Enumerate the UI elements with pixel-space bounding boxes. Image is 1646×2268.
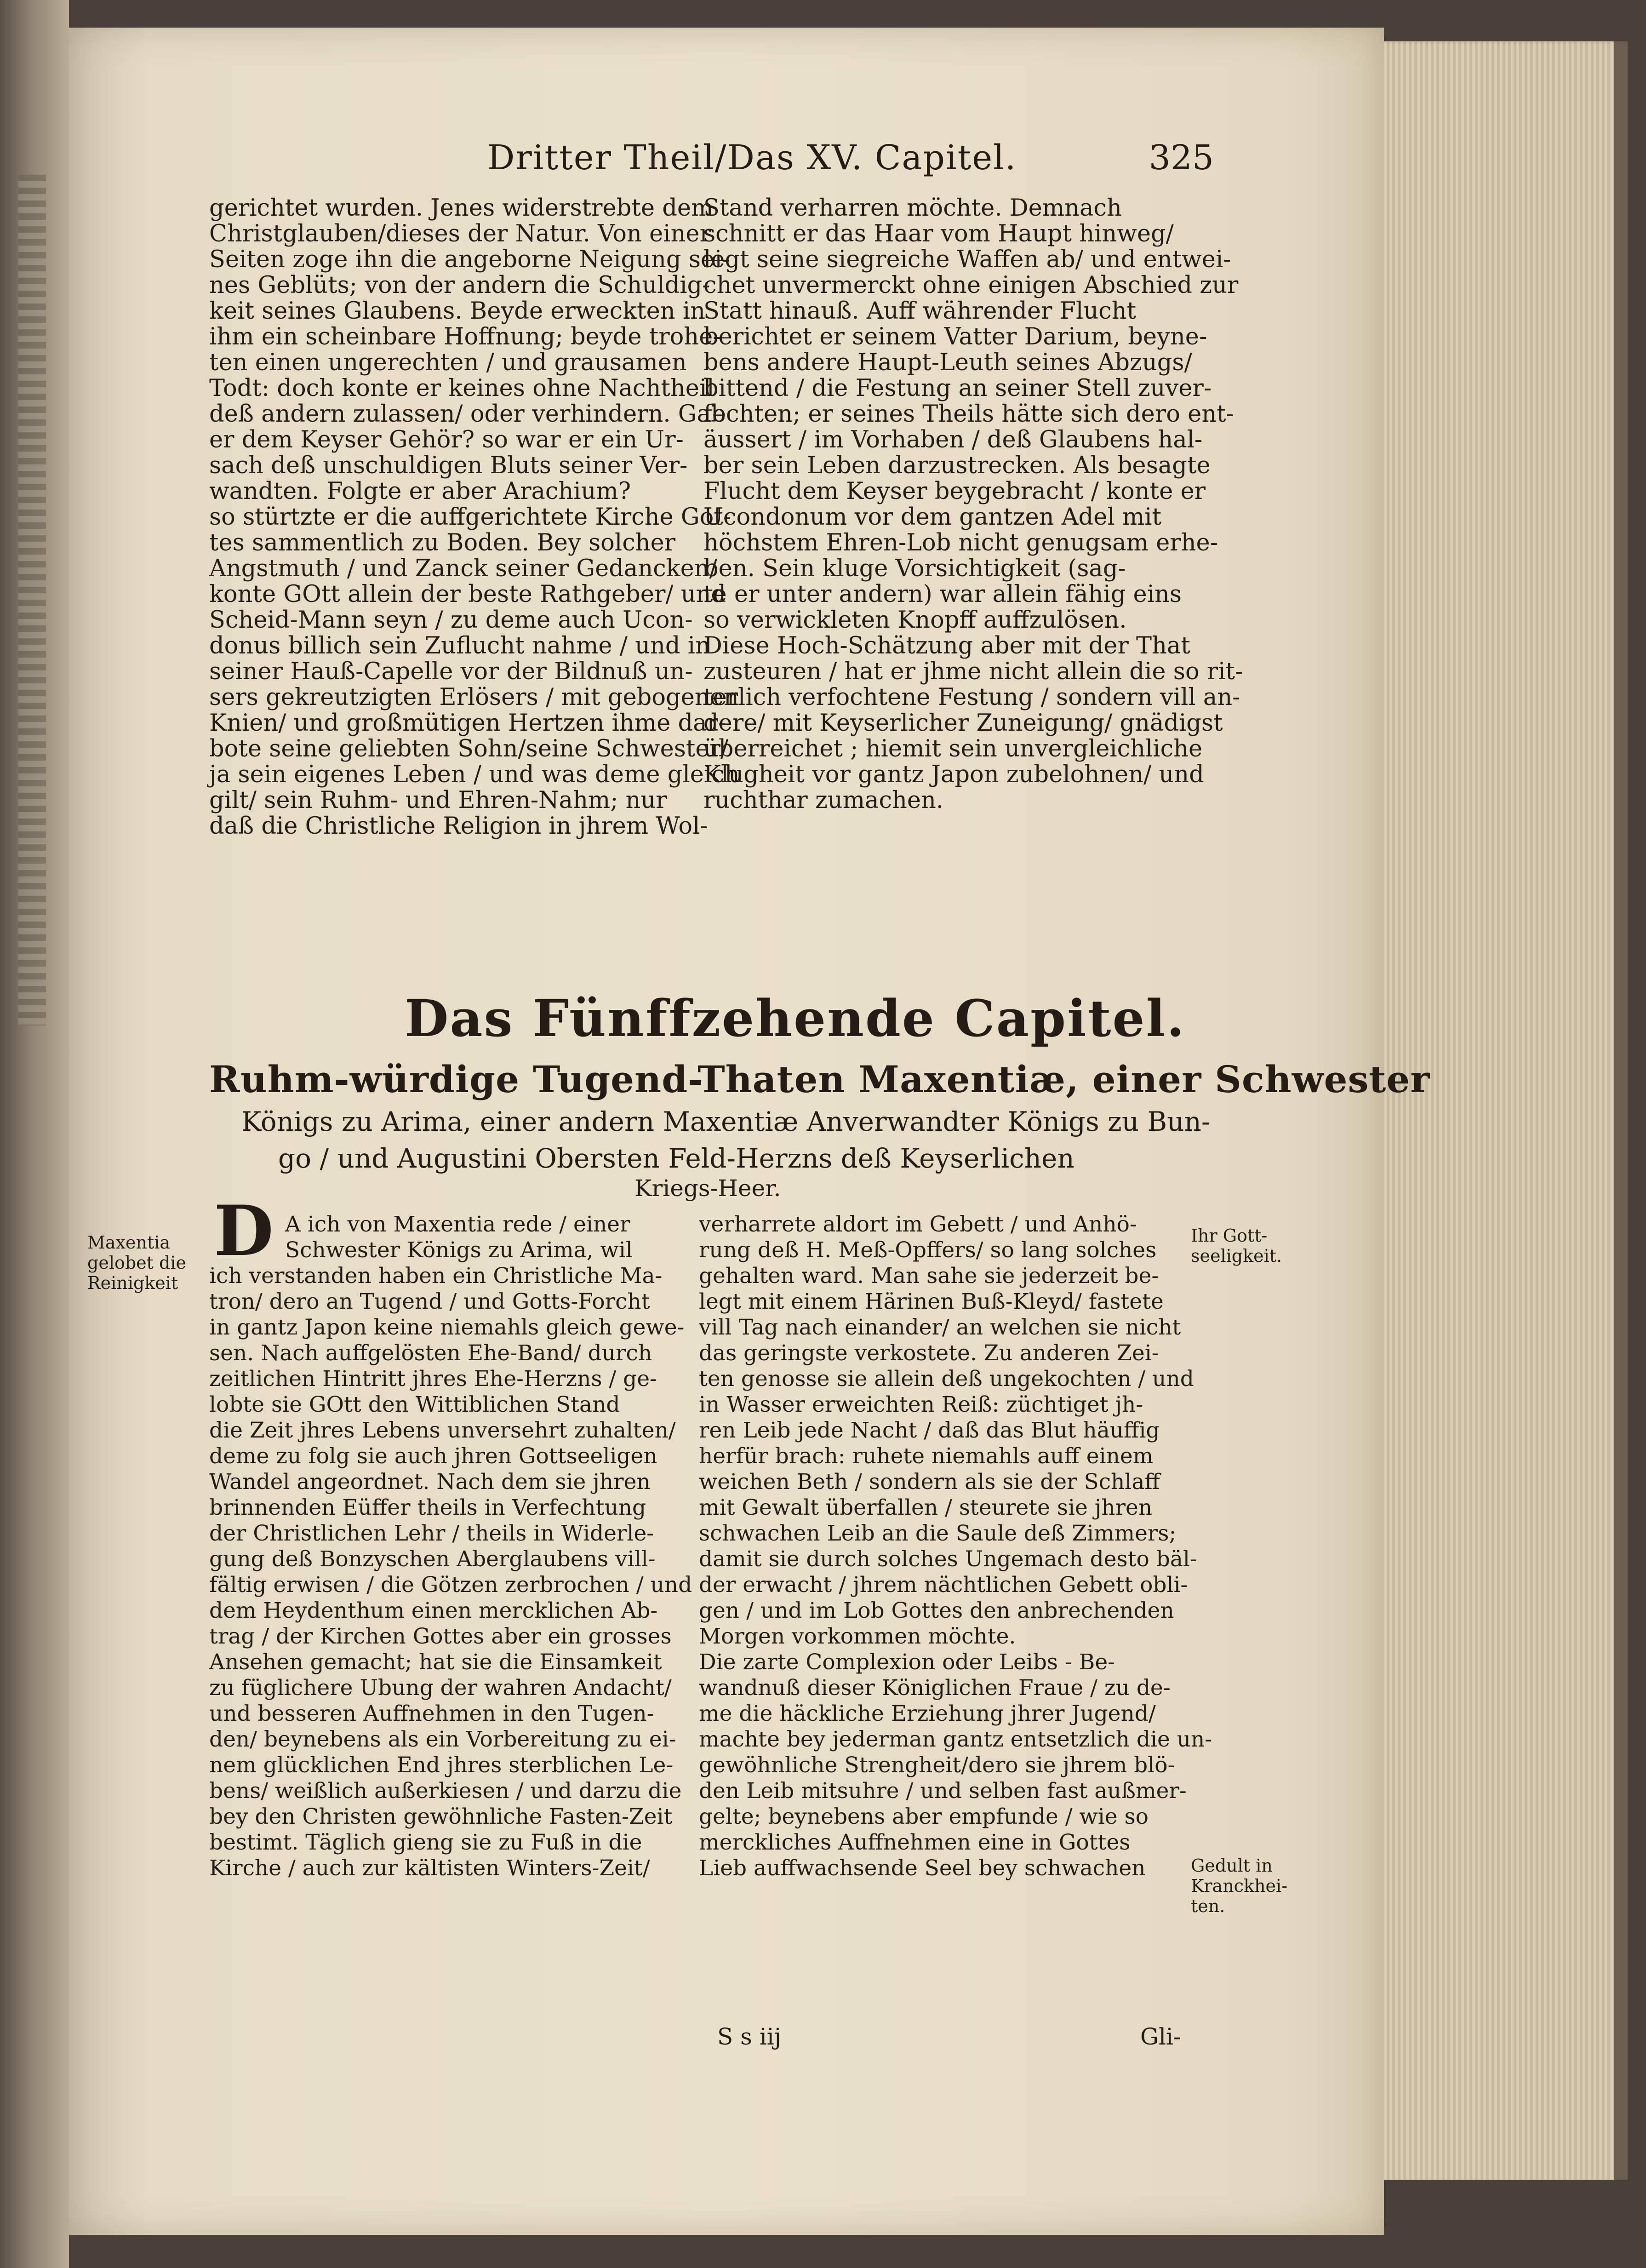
text-line: dem Heydenthum einen mercklichen Ab- <box>209 1598 658 1623</box>
text-line: legt mit einem Härinen Buß-Kleyd/ fastete <box>699 1289 1164 1314</box>
text-line: Todt: doch konte er keines ohne Nachtheil <box>209 375 714 402</box>
text-line: ten genosse sie allein deß ungekochten / und <box>699 1366 1194 1392</box>
text-line: den Leib mitsuhre / und selben fast außmer- <box>699 1778 1187 1804</box>
text-line: sers gekreutzigten Erlösers / mit gebogenen <box>209 684 739 711</box>
text-line: bens andere Haupt-Leuth seines Abzugs/ <box>703 349 1192 376</box>
chapter-subtitle-line-2: Königs zu Arima, einer andern Maxentiæ Anverwandter Königs zu Bun- <box>241 1106 1211 1137</box>
text-line: zusteuren / hat er jhme nicht allein die so rit- <box>703 658 1243 685</box>
bottom-left-column <box>209 1263 690 1881</box>
text-line: Wandel angeordnet. Nach dem sie jhren <box>209 1469 651 1495</box>
text-line: zeitlichen Hintritt jhres Ehe-Herzns / ge- <box>209 1366 657 1392</box>
text-line: terlich verfochtene Festung / sondern vill an- <box>703 684 1240 711</box>
text-line: damit sie durch solches Ungemach desto bäl- <box>699 1546 1197 1572</box>
margin-note-line: seeligkeit. <box>1191 1246 1282 1266</box>
text-line: wandten. Folgte er aber Arachium? <box>209 478 631 505</box>
previous-page-edge <box>0 0 69 2268</box>
text-line: nes Geblüts; von der andern die Schuldig- <box>209 272 710 299</box>
previous-page-illustration-edge <box>18 175 46 1025</box>
catchword: Gli- <box>1140 2023 1181 2050</box>
text-line: tes sammentlich zu Boden. Bey solcher <box>209 529 676 556</box>
text-line: gilt/ sein Ruhm- und Ehren-Nahm; nur <box>209 787 667 814</box>
margin-note-line: ten. <box>1191 1896 1225 1916</box>
bottom-right-column <box>699 1212 1212 1881</box>
chapter-title: Das Fünffzehende Capitel. <box>405 989 1186 1048</box>
text-line: tron/ dero an Tugend / und Gotts-Forcht <box>209 1289 650 1314</box>
text-line: berichtet er seinem Vatter Darium, beyne- <box>703 323 1207 350</box>
margin-note-line: Ihr Gott- <box>1191 1226 1268 1246</box>
text-line: seiner Hauß-Capelle vor der Bildnuß un- <box>209 658 693 685</box>
text-line: Morgen vorkommen möchte. <box>699 1624 1016 1649</box>
text-line: äussert / im Vorhaben / deß Glaubens hal- <box>703 426 1203 453</box>
text-line: konte GOtt allein der beste Rathgeber/ und <box>209 581 726 608</box>
text-line: Statt hinauß. Auff währender Flucht <box>703 298 1137 325</box>
text-line: ihm ein scheinbare Hoffnung; beyde trohe- <box>209 323 721 350</box>
text-line: bens/ weißlich außerkiesen / und darzu die <box>209 1778 682 1804</box>
text-line: brinnenden Eüffer theils in Verfechtung <box>209 1495 646 1520</box>
text-line: ren Leib jede Nacht / daß das Blut häuffig <box>699 1418 1160 1443</box>
text-line: te er unter andern) war allein fähig eins <box>703 581 1182 608</box>
text-line: sach deß unschuldigen Bluts seiner Ver- <box>209 452 688 479</box>
text-line: donus billich sein Zuflucht nahme / und in <box>209 632 710 659</box>
text-line: bittend / die Festung an seiner Stell zuver- <box>703 375 1212 402</box>
text-line: nem glücklichen End jhres sterblichen Le- <box>209 1753 674 1778</box>
text-line: dere/ mit Keyserlicher Zuneigung/ gnädigst <box>703 710 1223 737</box>
text-line: Lieb auffwachsende Seel bey schwachen <box>699 1856 1146 1881</box>
text-line: und besseren Auffnehmen in den Tugen- <box>209 1701 654 1726</box>
text-line: machte bey jederman gantz entsetzlich die un- <box>699 1727 1212 1752</box>
margin-note-line: gelobet die <box>87 1253 186 1273</box>
text-line: ich verstanden haben ein Christliche Ma- <box>209 1263 663 1289</box>
text-line: den/ beynebens als ein Vorbereitung zu ei- <box>209 1727 676 1752</box>
text-line: legt seine siegreiche Waffen ab/ und entwei- <box>703 246 1231 273</box>
text-line: gelte; beynebens aber empfunde / wie so <box>699 1804 1149 1829</box>
text-line: Scheid-Mann seyn / zu deme auch Ucon- <box>209 607 693 634</box>
decorated-initial: D <box>213 1191 274 1271</box>
text-line: trag / der Kirchen Gottes aber ein grosses <box>209 1624 672 1649</box>
text-line: ber sein Leben darzustrecken. Als besagte <box>703 452 1211 479</box>
text-line: bey den Christen gewöhnliche Fasten-Zeit <box>209 1804 673 1829</box>
text-line: me die häckliche Erziehung jhrer Jugend/ <box>699 1701 1156 1726</box>
text-line: ruchthar zumachen. <box>703 787 944 814</box>
margin-note-right-patience <box>1191 1856 1287 1916</box>
text-line: Kirche / auch zur kältisten Winters-Zeit/ <box>209 1856 650 1881</box>
text-line: überreichet ; hiemit sein unvergleichliche <box>703 735 1203 762</box>
text-line: so verwickleten Knopff auffzulösen. <box>703 607 1127 634</box>
text-line: mit Gewalt überfallen / steurete sie jhren <box>699 1495 1153 1520</box>
text-line: ja sein eigenes Leben / und was deme gleich <box>209 761 740 788</box>
text-line: wandnuß dieser Königlichen Fraue / zu de- <box>699 1675 1171 1701</box>
text-line: er dem Keyser Gehör? so war er ein Ur- <box>209 426 684 453</box>
text-line: die Zeit jhres Lebens unversehrt zuhalten/ <box>209 1418 676 1443</box>
text-line: bestimt. Täglich gieng sie zu Fuß in die <box>209 1830 642 1855</box>
text-line: in gantz Japon keine niemahls gleich gewe- <box>209 1315 685 1340</box>
text-line: gerichtet wurden. Jenes widerstrebte dem <box>209 195 714 222</box>
text-line: herfür brach: ruhete niemahls auff einem <box>699 1443 1154 1469</box>
text-line: zu füglichere Ubung der wahren Andacht/ <box>209 1675 672 1701</box>
margin-note-left <box>87 1232 186 1293</box>
chapter-subtitle-line-4: Kriegs-Heer. <box>634 1175 781 1202</box>
text-line: Ucondonum vor dem gantzen Adel mit <box>703 504 1162 531</box>
top-right-column <box>703 195 1243 814</box>
chapter-subtitle-line-3: go / und Augustini Obersten Feld-Herzns deß Keyserlichen <box>278 1143 1074 1174</box>
text-line: Die zarte Complexion oder Leibs - Be- <box>699 1649 1115 1675</box>
text-line: sen. Nach auffgelösten Ehe-Band/ durch <box>209 1340 652 1366</box>
text-line: fältig erwisen / die Götzen zerbrochen / und <box>209 1572 692 1598</box>
text-line: Angstmuth / und Zanck seiner Gedancken/ <box>209 555 717 582</box>
signature-mark: S s iij <box>717 2023 782 2050</box>
text-line: deß andern zulassen/ oder verhindern. Gab <box>209 401 726 428</box>
page-number: 325 <box>1149 138 1214 178</box>
text-line: keit seines Glaubens. Beyde erweckten in <box>209 298 706 325</box>
text-line: lobte sie GOtt den Wittiblichen Stand <box>209 1392 620 1417</box>
text-line: Stand verharren möchte. Demnach <box>703 195 1122 222</box>
text-line: in Wasser erweichten Reiß: züchtiget jh- <box>699 1392 1143 1417</box>
text-line: der erwacht / jhrem nächtlichen Gebett obli- <box>699 1572 1188 1598</box>
text-line: Ansehen gemacht; hat sie die Einsamkeit <box>209 1649 662 1675</box>
text-line: das geringste verkostete. Zu anderen Zei- <box>699 1340 1159 1366</box>
text-line: gen / und im Lob Gottes den anbrechenden <box>699 1598 1174 1623</box>
text-line: A ich von Maxentia rede / einer <box>285 1212 630 1237</box>
text-line: Diese Hoch-Schätzung aber mit der That <box>703 632 1190 659</box>
text-line: ten einen ungerechten / und grausamen <box>209 349 687 376</box>
text-line: Knien/ und großmütigen Hertzen ihme dar- <box>209 710 726 737</box>
margin-note-line: Gedult in <box>1191 1856 1273 1876</box>
text-line: deme zu folg sie auch jhren Gottseeligen <box>209 1443 657 1469</box>
margin-note-line: Reinigkeit <box>87 1273 178 1293</box>
margin-note-right-godliness <box>1191 1226 1282 1266</box>
text-line: merckliches Auffnehmen eine in Gottes <box>699 1830 1131 1855</box>
text-line: Flucht dem Keyser beygebracht / konte er <box>703 478 1206 505</box>
text-line: daß die Christliche Religion in jhrem Wol- <box>209 813 708 840</box>
page-block-edges <box>1384 41 1614 2180</box>
text-line: chet unvermerckt ohne einigen Abschied zur <box>703 272 1239 299</box>
text-line: fechten; er seines Theils hätte sich dero ent- <box>703 401 1234 428</box>
text-line: vill Tag nach einander/ an welchen sie nicht <box>699 1315 1181 1340</box>
text-line: Christglauben/dieses der Natur. Von einer <box>209 220 711 247</box>
text-line: Klugheit vor gantz Japon zubelohnen/ und <box>703 761 1204 788</box>
margin-note-line: Maxentia <box>87 1232 171 1253</box>
chapter-subtitle-line-1: Ruhm-würdige Tugend-Thaten Maxentiæ, einer Schwester <box>209 1058 1430 1101</box>
margin-note-line: Kranckhei- <box>1191 1876 1287 1896</box>
text-line: schwachen Leib an die Saule deß Zimmers; <box>699 1521 1177 1546</box>
text-line: gewöhnliche Strengheit/dero sie jhrem blö- <box>699 1753 1175 1778</box>
top-left-column <box>209 195 740 840</box>
text-line: der Christlichen Lehr / theils in Widerle- <box>209 1521 654 1546</box>
text-line: weichen Beth / sondern als sie der Schlaff <box>699 1469 1160 1495</box>
text-line: verharrete aldort im Gebett / und Anhö- <box>699 1212 1137 1237</box>
text-line: ben. Sein kluge Vorsichtigkeit (sag- <box>703 555 1126 582</box>
text-line: schnitt er das Haar vom Haupt hinweg/ <box>703 220 1174 247</box>
text-line: höchstem Ehren-Lob nicht genugsam erhe- <box>703 529 1218 556</box>
text-line: gung deß Bonzyschen Aberglaubens vill- <box>209 1546 656 1572</box>
text-line: rung deß H. Meß-Opffers/ so lang solches <box>699 1237 1157 1263</box>
running-title: Dritter Theil/Das XV. Capitel. <box>487 138 1017 178</box>
running-header <box>487 138 1214 189</box>
text-line: Schwester Königs zu Arima, wil <box>285 1237 633 1263</box>
text-line: Seiten zoge ihn die angeborne Neigung sei- <box>209 246 730 273</box>
text-line: gehalten ward. Man sahe sie jederzeit be- <box>699 1263 1159 1289</box>
bottom-left-column-head <box>285 1212 690 1263</box>
text-line: so stürtzte er die auffgerichtete Kirche Got- <box>209 504 732 531</box>
text-line: bote seine geliebten Sohn/seine Schwester/ <box>209 735 729 762</box>
